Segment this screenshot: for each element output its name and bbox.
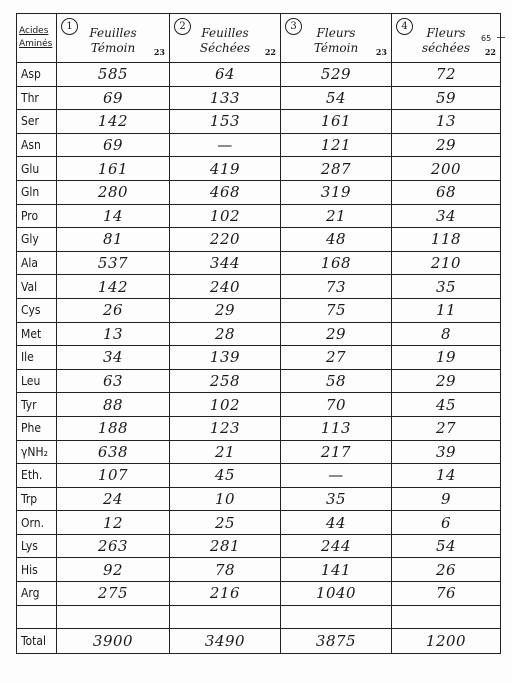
row-label: Asn [17,133,57,157]
value-cell: 29 [392,133,501,157]
value-cell: 8 [392,322,501,346]
value-cell: 258 [170,369,281,393]
value-cell: 14 [392,464,501,488]
column-sample-count: 23 [375,47,387,57]
table-row [17,511,501,535]
row-label: Lys [17,534,57,558]
table-row [17,440,501,464]
value-cell: — [170,133,281,157]
value-cell: 69 [57,133,170,157]
value-cell: 287 [281,157,392,181]
value-cell: 244 [281,534,392,558]
column-title-line2: Témoin [313,41,359,55]
row-label: Thr [17,86,57,110]
value-cell: 76 [392,582,501,606]
value-cell: 26 [57,298,170,322]
value-cell: 102 [170,393,281,417]
value-cell: 118 [392,228,501,252]
table-row [17,204,501,228]
table-row [17,133,501,157]
value-cell: 92 [57,558,170,582]
value-cell: 216 [170,582,281,606]
value-cell: 419 [170,157,281,181]
value-cell: 217 [281,440,392,464]
value-cell: 210 [392,251,501,275]
row-label: Orn. [17,511,57,535]
value-cell: 12 [57,511,170,535]
value-cell [170,605,281,628]
value-cell: 13 [57,322,170,346]
value-cell: 28 [170,322,281,346]
value-cell: 161 [57,157,170,181]
value-cell: 11 [392,298,501,322]
table-row [17,416,501,440]
value-cell: 344 [170,251,281,275]
value-cell: 72 [392,63,501,87]
row-label: Glu [17,157,57,181]
row-label: Arg [17,582,57,606]
blank-row [17,605,501,628]
value-cell: 26 [392,558,501,582]
value-cell: 45 [392,393,501,417]
row-label: Gln [17,180,57,204]
row-label-top: Acides [19,26,49,36]
column-title-line2: séchées [421,41,471,55]
table-row [17,298,501,322]
value-cell: 585 [57,63,170,87]
column-title-line2: Séchées [199,41,251,55]
value-cell: 68 [392,180,501,204]
table-row [17,346,501,370]
table-row [17,558,501,582]
value-cell: 45 [170,464,281,488]
value-cell: 141 [281,558,392,582]
table-row [17,275,501,299]
value-cell: 35 [281,487,392,511]
column-number-badge: 3 [285,18,302,35]
row-label-bottom: Aminés [19,39,53,49]
value-cell: 27 [392,416,501,440]
value-cell: 153 [170,110,281,134]
row-label: Pro [17,204,57,228]
column-title-line1: Fleurs [316,26,356,40]
value-cell: 29 [170,298,281,322]
row-label: Cys [17,298,57,322]
value-cell: 73 [281,275,392,299]
value-cell: 54 [281,86,392,110]
table-row [17,369,501,393]
value-cell: 59 [392,86,501,110]
table-row [17,464,501,488]
value-cell: 9 [392,487,501,511]
row-label: γNH₂ [17,440,57,464]
column-title-line1: Fleurs [426,26,466,40]
row-label: Phe [17,416,57,440]
value-cell: 81 [57,228,170,252]
value-cell: 27 [281,346,392,370]
value-cell: 200 [392,157,501,181]
column-number-badge: 2 [174,18,191,35]
column-title-line2: Témoin [90,41,136,55]
row-label [17,605,57,628]
value-cell: 13 [392,110,501,134]
row-label: Ala [17,251,57,275]
value-cell: 58 [281,369,392,393]
row-label: Ser [17,110,57,134]
column-number-badge: 4 [396,18,413,35]
value-cell: 63 [57,369,170,393]
value-cell: 54 [392,534,501,558]
value-cell: 29 [281,322,392,346]
value-cell: 275 [57,582,170,606]
value-cell: 3900 [57,628,170,653]
column-sample-count: 23 [153,47,165,57]
row-label: Val [17,275,57,299]
row-label: Tyr [17,393,57,417]
value-cell: 240 [170,275,281,299]
value-cell: 70 [281,393,392,417]
column-header-1 [57,14,170,63]
value-cell: 1040 [281,582,392,606]
table-row [17,180,501,204]
value-cell: 113 [281,416,392,440]
value-cell: 220 [170,228,281,252]
value-cell: 468 [170,180,281,204]
value-cell: 319 [281,180,392,204]
value-cell: 75 [281,298,392,322]
value-cell: 78 [170,558,281,582]
table-row [17,86,501,110]
row-label: Leu [17,369,57,393]
table-row [17,534,501,558]
row-label: Eth. [17,464,57,488]
row-label-header [17,14,57,63]
column-header-2 [170,14,281,63]
table-row [17,393,501,417]
table-row [17,251,501,275]
row-label: Ile [17,346,57,370]
value-cell: 21 [281,204,392,228]
value-cell: 35 [392,275,501,299]
table-row [17,157,501,181]
value-cell [392,605,501,628]
value-cell [57,605,170,628]
value-cell: 69 [57,86,170,110]
value-cell: 123 [170,416,281,440]
value-cell: 139 [170,346,281,370]
table-row [17,110,501,134]
value-cell: 21 [170,440,281,464]
value-cell: 48 [281,228,392,252]
row-label: Trp [17,487,57,511]
table-row [17,228,501,252]
value-cell: 6 [392,511,501,535]
column-title-line1: Feuilles [89,26,137,40]
value-cell: 34 [392,204,501,228]
value-cell: 3875 [281,628,392,653]
value-cell: 529 [281,63,392,87]
value-cell: 44 [281,511,392,535]
value-cell: 168 [281,251,392,275]
row-label: Gly [17,228,57,252]
value-cell: 142 [57,275,170,299]
value-cell: 121 [281,133,392,157]
value-cell: 537 [57,251,170,275]
row-label: Total [17,628,57,653]
value-cell: 39 [392,440,501,464]
value-cell: 281 [170,534,281,558]
value-cell [281,605,392,628]
value-cell: 14 [57,204,170,228]
table-row [17,487,501,511]
header-row [17,14,501,63]
value-cell: 107 [57,464,170,488]
value-cell: 161 [281,110,392,134]
row-label: His [17,558,57,582]
column-number-badge: 1 [61,18,78,35]
value-cell: 24 [57,487,170,511]
value-cell: 263 [57,534,170,558]
value-cell: 1200 [392,628,501,653]
row-label: Asp [17,63,57,87]
value-cell: 133 [170,86,281,110]
column-sample-count: 22 [264,47,276,57]
value-cell: 280 [57,180,170,204]
table-row [17,63,501,87]
value-cell: 19 [392,346,501,370]
column-title-line1: Feuilles [201,26,249,40]
value-cell: 142 [57,110,170,134]
value-cell: 188 [57,416,170,440]
table-row [17,582,501,606]
value-cell: 88 [57,393,170,417]
total-row [17,628,501,653]
amino-acid-table [16,13,501,654]
value-cell: 102 [170,204,281,228]
value-cell: 10 [170,487,281,511]
column-header-3 [281,14,392,63]
value-cell: 25 [170,511,281,535]
page-number: 65 [481,34,492,43]
value-cell: 29 [392,369,501,393]
value-cell: 3490 [170,628,281,653]
value-cell: 34 [57,346,170,370]
row-label: Met [17,322,57,346]
value-cell: 638 [57,440,170,464]
column-sample-count: 22 [484,47,496,57]
table-row [17,322,501,346]
column-header-4 [392,14,501,63]
value-cell: — [281,464,392,488]
value-cell: 64 [170,63,281,87]
